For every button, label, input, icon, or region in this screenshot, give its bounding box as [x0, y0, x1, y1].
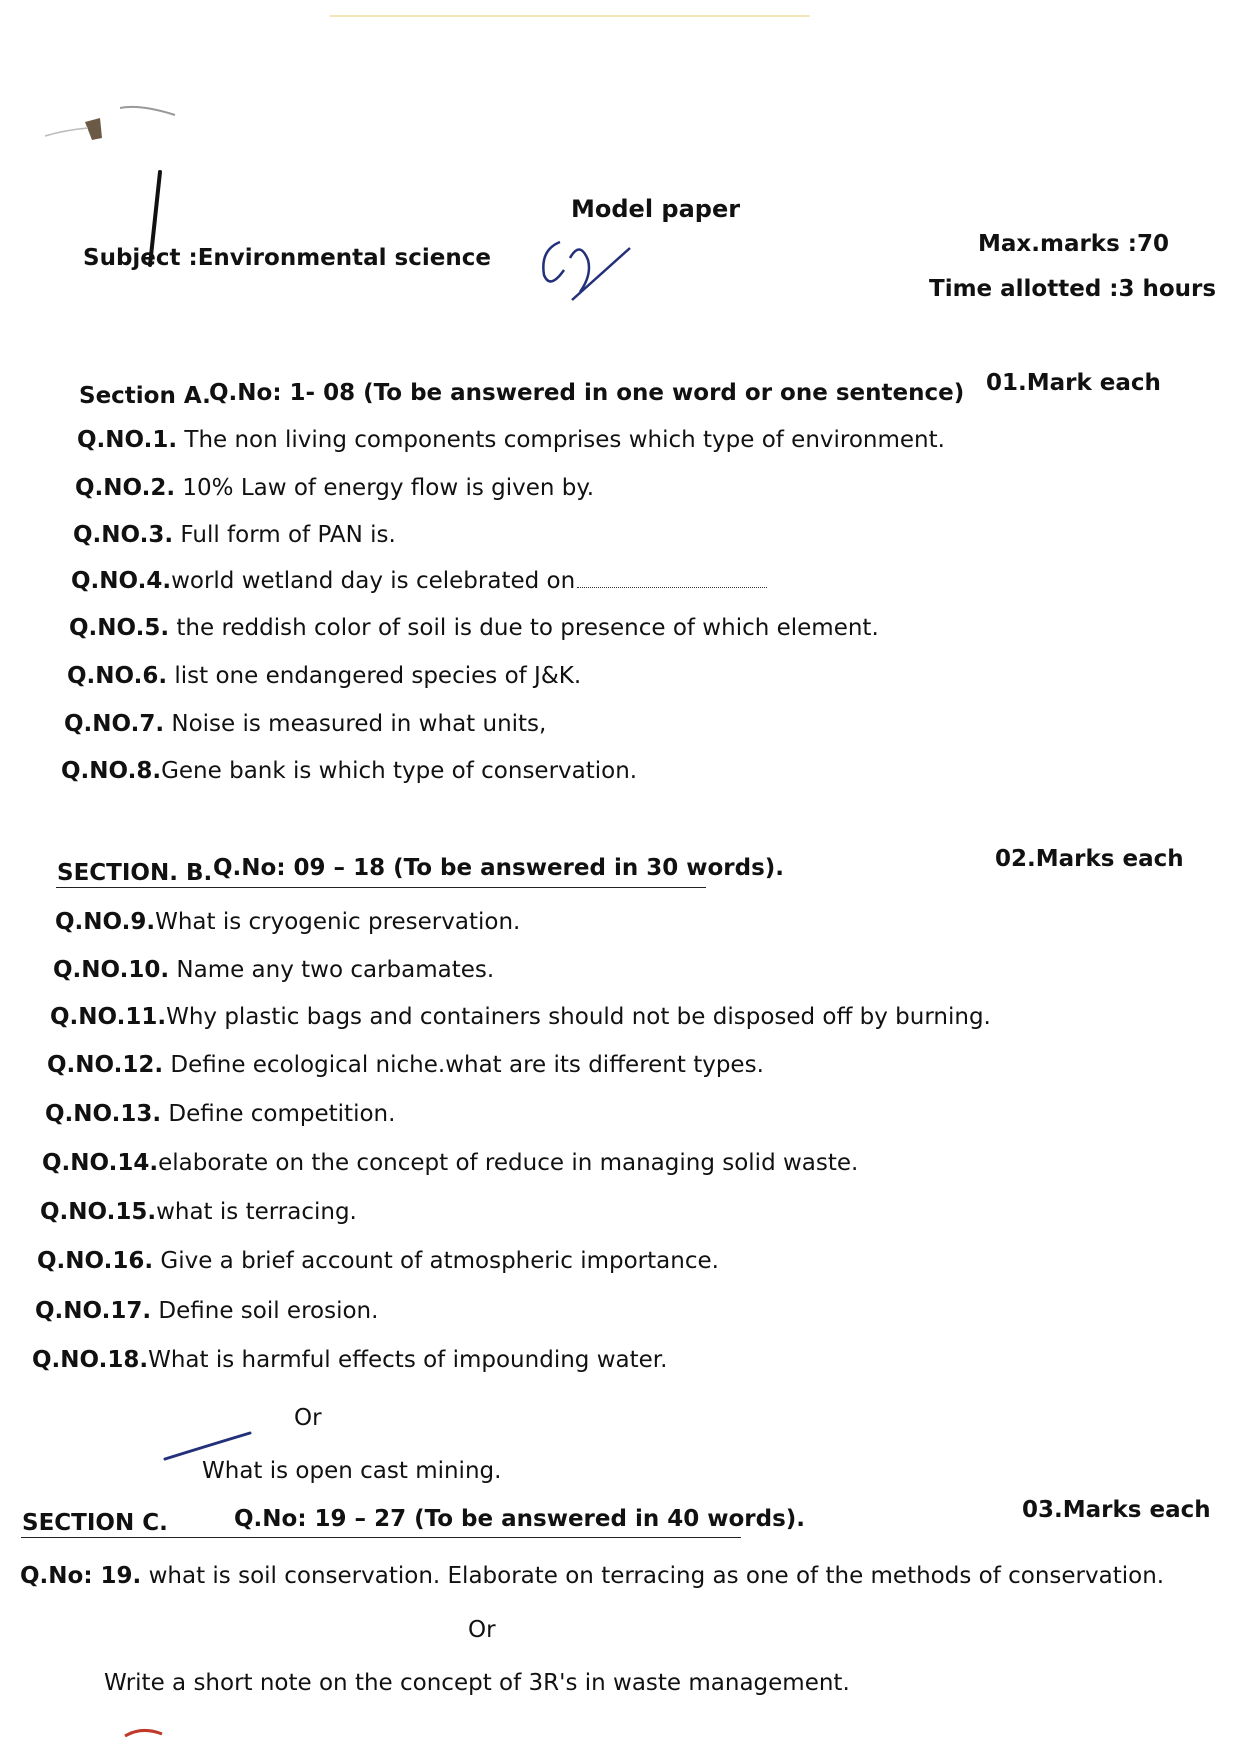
question-item: Q.NO.1. The non living components comprises which type of environment.	[77, 427, 945, 453]
question-item: Q.NO.16. Give a brief account of atmospheric importance.	[37, 1248, 719, 1274]
alternate-question: What is open cast mining.	[202, 1458, 502, 1484]
red-pen-mark	[120, 1722, 170, 1742]
top-scan-line	[330, 15, 810, 17]
section-c-underline	[21, 1537, 741, 1538]
question-item: Q.NO.2. 10% Law of energy flow is given by.	[75, 475, 595, 501]
question-item: Q.NO.4.world wetland day is celebrated on	[71, 568, 767, 594]
subject-label: Subject :Environmental science	[83, 245, 491, 271]
section-a-range: Q.No: 1- 08 (To be answered in one word or one sentence)	[209, 380, 965, 406]
section-b-heading: SECTION. B.	[57, 860, 213, 886]
question-item: Q.NO.8.Gene bank is which type of conservation.	[61, 758, 638, 784]
question-item: Q.NO.14.elaborate on the concept of reduce in managing solid waste.	[42, 1150, 859, 1176]
question-item: Q.NO.3. Full form of PAN is.	[73, 522, 396, 548]
section-b-range: Q.No: 09 – 18 (To be answered in 30 words).	[213, 855, 785, 881]
question-item: Q.NO.7. Noise is measured in what units,	[64, 711, 547, 737]
page-title: Model paper	[571, 195, 741, 223]
signature	[530, 230, 640, 310]
section-a-heading: Section A.	[79, 383, 211, 409]
section-a-marks: 01.Mark each	[986, 370, 1161, 396]
or-label: Or	[468, 1617, 496, 1643]
question-item: Q.NO.17. Define soil erosion.	[35, 1298, 379, 1324]
question-item: Q.NO.6. list one endangered species of J&K.	[67, 663, 582, 689]
question-item: Q.NO.18.What is harmful effects of impounding water.	[32, 1347, 668, 1373]
torn-corner-mark	[40, 80, 190, 180]
section-b-marks: 02.Marks each	[995, 846, 1184, 872]
time-allotted: Time allotted :3 hours	[929, 276, 1217, 302]
blank-line	[577, 587, 767, 588]
question-item: Q.NO.10. Name any two carbamates.	[53, 957, 495, 983]
section-b-underline	[56, 887, 706, 888]
question-item: Q.NO.13. Define competition.	[45, 1101, 396, 1127]
question-item: Q.No: 19. what is soil conservation. Elaborate on terracing as one of the methods of conservation.	[20, 1563, 1165, 1589]
question-item: Q.NO.12. Define ecological niche.what are its different types.	[47, 1052, 764, 1078]
section-c-marks: 03.Marks each	[1022, 1497, 1211, 1523]
section-c-range: Q.No: 19 – 27 (To be answered in 40 words).	[234, 1506, 806, 1532]
question-item: Q.NO.11.Why plastic bags and containers should not be disposed off by burning.	[50, 1004, 991, 1030]
section-c-heading: SECTION C.	[22, 1510, 168, 1536]
or-label: Or	[294, 1405, 322, 1431]
question-item: Q.NO.15.what is terracing.	[40, 1199, 357, 1225]
question-item: Q.NO.5. the reddish color of soil is due to presence of which element.	[69, 615, 879, 641]
max-marks: Max.marks :70	[978, 231, 1170, 257]
alternate-question: Write a short note on the concept of 3R's in waste management.	[104, 1670, 850, 1696]
question-item: Q.NO.9.What is cryogenic preservation.	[55, 909, 521, 935]
